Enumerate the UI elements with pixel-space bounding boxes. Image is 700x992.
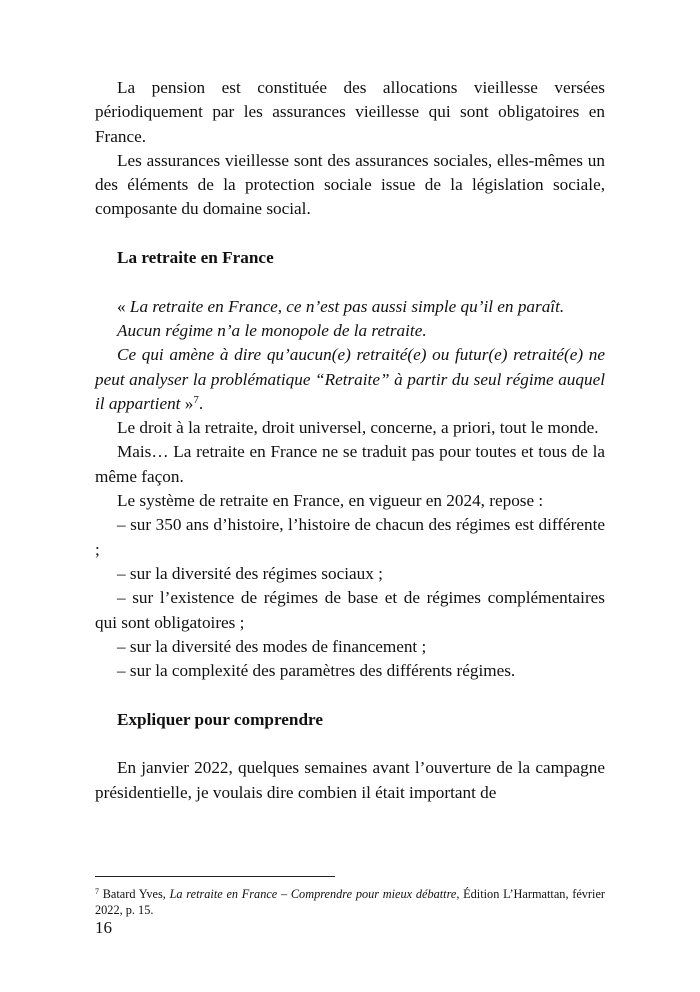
paragraph-droit: Le droit à la retraite, droit universel, concerne, a priori, tout le monde. <box>117 418 599 438</box>
footnote-author: Batard Yves, <box>99 887 170 901</box>
quote-end-period: . <box>198 393 204 413</box>
section-heading-retraite: La retraite en France <box>117 248 274 268</box>
list-item: – sur la complexité des paramètres des différents régimes. <box>117 661 516 681</box>
footnote-book-title: La retraite en France – Comprendre pour mieux débattre <box>169 887 457 901</box>
footnote-reference[interactable]: 7 <box>193 393 199 406</box>
list-item: – sur la diversité des régimes sociaux ; <box>117 563 383 583</box>
list-item: – sur 350 ans d’histoire, l’histoire de chacun des régimes est différente ; <box>95 515 605 559</box>
footnote <box>95 886 605 918</box>
section-heading-expliquer: Expliquer pour comprendre <box>117 709 323 729</box>
paragraph-pension: La pension est constituée des allocations vieillesse versées périodiquement par les assurances vieillesse qui sont obligatoires en France. <box>95 78 605 146</box>
list-item: – sur l’existence de régimes de base et de régimes complémentaires qui sont obligatoires ; <box>95 588 605 632</box>
footnote-divider <box>95 876 335 877</box>
paragraph-systeme: Le système de retraite en France, en vigueur en 2024, repose : <box>117 491 544 511</box>
footnote-publication: , Édition L’Harmattan, février 2022, p. 15. <box>95 887 605 917</box>
quote-text-1: La retraite en France, ce n’est pas aussi simple qu’il en paraît. <box>129 296 565 316</box>
quote-open-mark: « <box>117 296 130 316</box>
quote-block <box>95 295 605 416</box>
quote-line-3 <box>95 343 605 416</box>
list-item: – sur la diversité des modes de financement ; <box>117 636 427 656</box>
paragraph-assurances: Les assurances vieillesse sont des assurances sociales, elles-mêmes un des éléments de la protection sociale issue de la législation sociale, composante du domaine social. <box>95 150 605 219</box>
quote-line-2: Aucun régime n’a le monopole de la retraite. <box>117 320 427 340</box>
quote-close-mark: » <box>180 393 194 413</box>
paragraph-mais: Mais… La retraite en France ne se traduit pas pour toutes et tous de la même façon. <box>95 442 605 486</box>
quote-text-3: Ce qui amène à dire qu’aucun(e) retraité(e) ou futur(e) retraité(e) ne peut analyser la problématique “Retraite” à partir du seul régime auquel il appartient <box>95 345 605 413</box>
quote-line-1 <box>95 295 605 319</box>
page-body <box>95 76 605 805</box>
footnote-number: 7 <box>95 887 99 896</box>
page-number: 16 <box>95 918 112 937</box>
paragraph-janvier: En janvier 2022, quelques semaines avant l’ouverture de la campagne présidentielle, je voulais dire combien il était important de <box>95 758 605 802</box>
